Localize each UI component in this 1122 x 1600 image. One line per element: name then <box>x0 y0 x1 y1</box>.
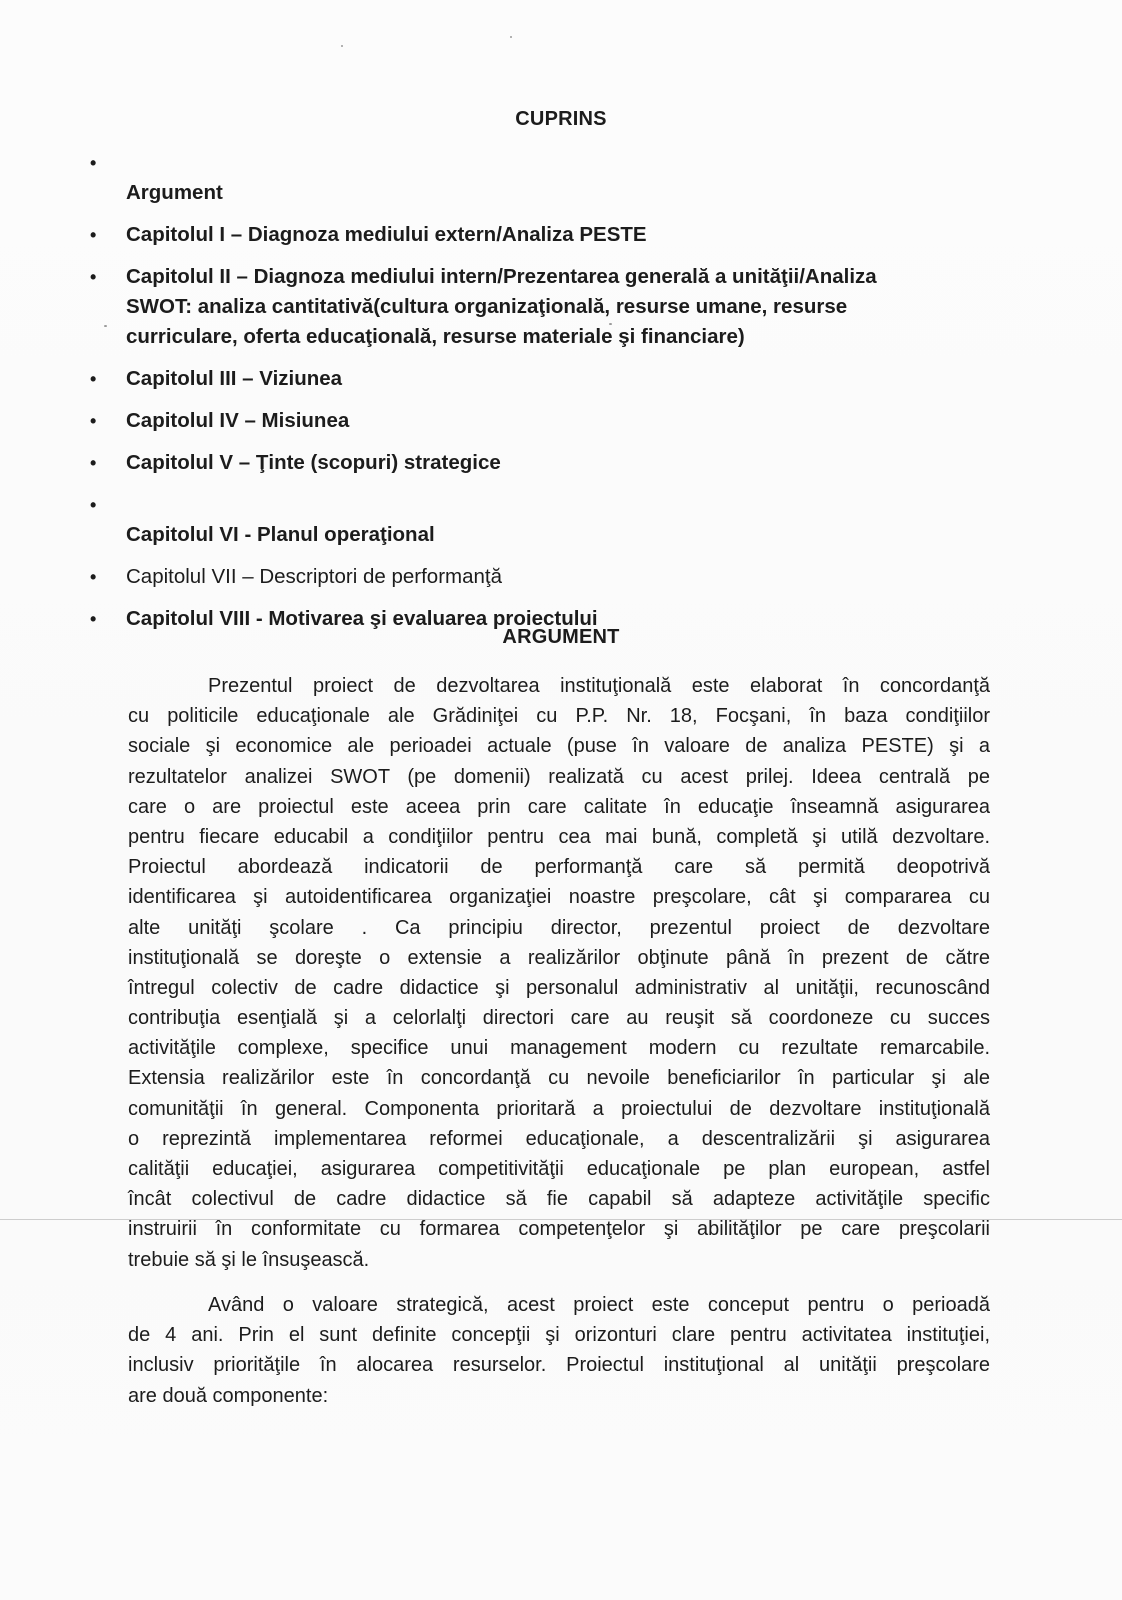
toc-item-text <box>126 364 990 394</box>
bullet-icon: • <box>90 567 97 587</box>
toc-item-text <box>126 151 990 208</box>
toc-item-text <box>126 493 990 550</box>
bullet-icon: • <box>90 411 97 431</box>
bullet-icon: • <box>90 225 97 245</box>
argument-paragraph-2 <box>128 1290 990 1411</box>
toc-item <box>90 262 990 352</box>
toc-item-line: Argument <box>126 181 223 204</box>
toc-item-line: Capitolul IV – Misiunea <box>126 409 350 432</box>
toc-item <box>90 490 990 550</box>
toc-item-text <box>126 262 990 352</box>
paragraph-line: activităţile complexe, specifice unui management modern cu rezultate remarcabile. <box>128 1037 990 1060</box>
paragraph-line: alte unităţi şcolare . Ca principiu director, prezentul proiect de dezvoltare <box>128 916 990 939</box>
toc-item <box>90 220 990 250</box>
toc-item-line: Capitolul VII – Descriptori de performanţă <box>126 565 503 588</box>
paragraph-line: calităţii educaţiei, asigurarea competitivităţii educaţionale pe plan european, astfel <box>128 1158 990 1180</box>
paragraph-line: întregul colectiv de cadre didactice şi personalul administrativ al unităţii, recunoscând <box>128 976 990 999</box>
paragraph-line: care o are proiectul este aceea prin care calitate în educaţie înseamnă asigurarea <box>128 795 990 818</box>
paragraph-line: trebuie să şi le însuşească. <box>128 1248 370 1271</box>
paragraph-line: Prezentul proiect de dezvoltarea instituţională este elaborat în concordanţă <box>208 675 990 697</box>
paragraph-line: are două componente: <box>128 1384 329 1407</box>
toc-item-line: Capitolul I – Diagnoza mediului extern/Analiza PESTE <box>126 223 647 246</box>
toc-item <box>90 406 990 436</box>
toc-item <box>90 148 990 208</box>
toc-item-text <box>126 562 990 592</box>
paragraph-line: încât colectivul de cadre didactice să fie capabil să adapteze activităţile specific <box>128 1188 990 1211</box>
paragraph-line: Proiectul abordează indicatorii de performanţă care să permită deopotrivă <box>128 856 990 879</box>
paragraph-line: o reprezintă implementarea reformei educaţionale, a descentralizării şi asigurarea <box>128 1127 990 1150</box>
toc-item-line: Capitolul VIII - Motivarea şi evaluarea proiectului <box>126 607 598 630</box>
bullet-icon: • <box>90 369 97 389</box>
paragraph-line: Având o valoare strategică, acest proiect este conceput pentru o perioadă <box>208 1294 990 1316</box>
toc-item <box>90 562 990 592</box>
paragraph-line: pentru fiecare educabil a condiţiilor pentru cea mai bună, completă şi utilă dezvoltare. <box>128 825 990 848</box>
toc-item-text <box>126 220 990 250</box>
toc-item-text <box>126 406 990 436</box>
scan-speck <box>341 45 343 47</box>
bullet-icon: • <box>90 267 97 287</box>
paragraph-line: identificarea şi autoidentificarea organizaţiei noastre preşcolare, cât şi compararea cu <box>128 886 990 909</box>
paragraph-line: de 4 ani. Prin el sunt definite concepţii şi orizonturi clare pentru activitatea instituţiei, <box>128 1324 990 1347</box>
bullet-icon: • <box>90 453 97 473</box>
table-of-contents <box>90 148 990 646</box>
paragraph-line: rezultatelor analizei SWOT (pe domenii) realizată cu acest prilej. Ideea centrală pe <box>128 765 990 788</box>
bullet-icon: • <box>90 495 97 515</box>
argument-paragraph-1 <box>128 671 990 1275</box>
scan-speck <box>510 36 512 38</box>
toc-item-text <box>126 448 990 478</box>
toc-item <box>90 364 990 394</box>
paragraph-line: contribuţia esenţială şi a celorlalţi directori care au reuşit să coordoneze cu succes <box>128 1007 990 1030</box>
toc-item-line: Capitolul III – Viziunea <box>126 367 343 390</box>
bullet-icon: • <box>90 153 97 173</box>
toc-item-line: Capitolul VI - Planul operaţional <box>126 523 435 546</box>
toc-item <box>90 448 990 478</box>
toc-title: CUPRINS <box>515 108 607 130</box>
toc-item-line: Capitolul V – Ţinte (scopuri) strategice <box>126 451 501 474</box>
paragraph-line: cu politicile educaţionale ale Grădiniţei cu P.P. Nr. 18, Focşani, în baza condiţiilor <box>128 705 990 728</box>
paragraph-line: Extensia realizărilor este în concordanţă cu nevoile beneficiarilor în particular şi ale <box>128 1067 990 1090</box>
bullet-icon: • <box>90 609 97 629</box>
toc-item-line: SWOT: analiza cantitativă(cultura organizaţională, resurse umane, resurse <box>126 295 848 318</box>
argument-title: ARGUMENT <box>502 626 620 648</box>
toc-item-line: Capitolul II – Diagnoza mediului intern/Prezentarea generală a unităţii/Analiza <box>126 265 877 288</box>
paragraph-line: sociale şi economice ale perioadei actuale (puse în valoare de analiza PESTE) şi a <box>128 735 990 758</box>
paragraph-line: comunităţii în general. Componenta prioritară a proiectului de dezvoltare instituţională <box>128 1097 990 1120</box>
paragraph-line: instruirii în conformitate cu formarea competenţelor şi abilităţilor pe care preşcolarii <box>128 1218 990 1241</box>
paragraph-line: instituţională se doreşte o extensie a realizărilor obţinute până în prezent de către <box>128 946 990 969</box>
paragraph-line: inclusiv priorităţile în alocarea resurselor. Proiectul instituţional al unităţii preşcolare <box>128 1354 990 1377</box>
toc-item-line: curriculare, oferta educaţională, resurse materiale şi financiare) <box>126 325 745 348</box>
